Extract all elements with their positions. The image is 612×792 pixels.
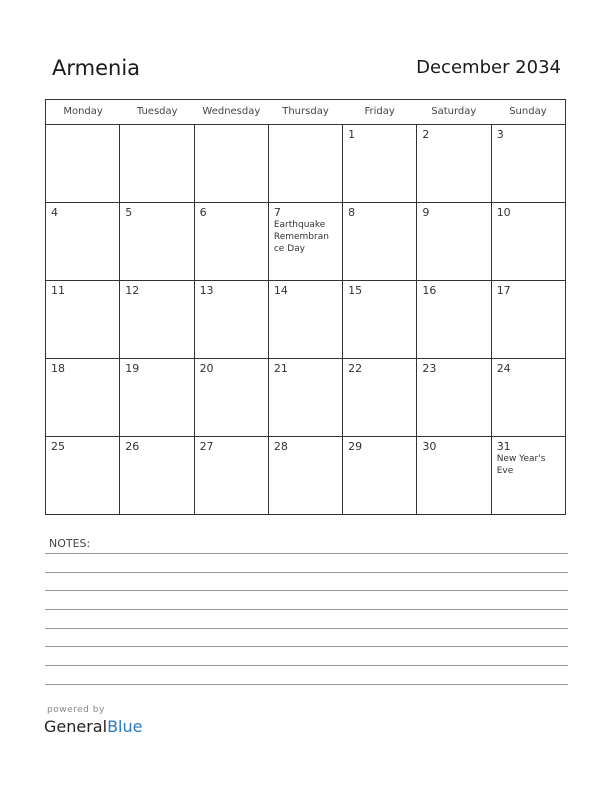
brand-blue: Blue (107, 717, 143, 736)
day-number: 28 (273, 440, 288, 453)
weekday-header: Wednesday (202, 106, 261, 117)
day-number: 31 (496, 440, 511, 453)
day-cell[interactable] (417, 437, 491, 514)
day-number: 4 (51, 206, 58, 219)
day-number: 24 (496, 362, 511, 375)
day-cell[interactable] (46, 281, 120, 358)
notes-line (45, 590, 568, 591)
day-cell[interactable] (417, 359, 491, 436)
day-cell[interactable] (417, 281, 491, 358)
day-number: 20 (199, 362, 214, 375)
day-cell[interactable] (195, 203, 269, 280)
day-cell[interactable] (195, 281, 269, 358)
day-number: 17 (496, 284, 511, 297)
day-number: 7 (273, 206, 281, 219)
holiday-label: Earthquake (273, 220, 326, 230)
week-row (46, 359, 565, 437)
day-cell[interactable] (343, 359, 417, 436)
holiday-label: ce Day (273, 244, 305, 254)
day-cell[interactable] (120, 125, 194, 202)
day-cell[interactable] (46, 437, 120, 514)
notes-line (45, 553, 568, 554)
day-number: 8 (348, 206, 356, 219)
country-title: Armenia (52, 56, 141, 80)
day-number: 11 (51, 284, 65, 297)
day-cell[interactable] (343, 125, 417, 202)
day-number: 6 (199, 206, 207, 219)
day-cell[interactable] (120, 359, 194, 436)
day-number: 18 (51, 362, 65, 375)
day-cell[interactable] (492, 203, 565, 280)
day-cell[interactable] (269, 437, 343, 514)
notes-line (45, 684, 568, 685)
day-number: 13 (199, 284, 214, 297)
calendar-grid (45, 99, 566, 515)
day-cell[interactable] (120, 437, 194, 514)
week-row (46, 203, 565, 281)
weekday-header-row (46, 100, 565, 125)
month-title: December 2034 (416, 57, 561, 78)
day-cell[interactable] (269, 281, 343, 358)
day-cell[interactable] (269, 203, 343, 280)
day-cell[interactable] (120, 281, 194, 358)
day-number: 1 (348, 128, 356, 141)
notes-line (45, 572, 568, 573)
day-number: 29 (348, 440, 363, 453)
holiday-label: Remembran (273, 232, 329, 242)
day-number: 9 (422, 206, 430, 219)
weekday-header: Thursday (282, 106, 329, 117)
weekday-header: Monday (63, 106, 103, 117)
day-cell[interactable] (492, 125, 565, 202)
day-cell[interactable] (492, 281, 565, 358)
weekday-header: Saturday (431, 106, 477, 117)
day-cell[interactable] (195, 125, 269, 202)
day-cell[interactable] (492, 359, 565, 436)
notes-label: NOTES: (49, 537, 91, 550)
week-row (46, 281, 565, 359)
day-number: 14 (273, 284, 288, 297)
day-number: 5 (125, 206, 133, 219)
day-cell[interactable] (120, 203, 194, 280)
day-number: 15 (348, 284, 363, 297)
notes-line (45, 628, 568, 629)
week-row (46, 125, 565, 203)
day-cell[interactable] (195, 359, 269, 436)
notes-line (45, 646, 568, 647)
day-number: 25 (51, 440, 65, 453)
notes-line (45, 665, 568, 666)
powered-by-text: powered by (47, 705, 105, 715)
holiday-label: New Year's (496, 454, 546, 464)
day-number: 30 (422, 440, 437, 453)
brand-logo[interactable] (44, 717, 142, 736)
day-cell[interactable] (343, 437, 417, 514)
weekday-header: Friday (364, 106, 395, 117)
day-cell[interactable] (269, 359, 343, 436)
day-number: 16 (422, 284, 437, 297)
day-number: 26 (125, 440, 140, 453)
day-cell[interactable] (269, 125, 343, 202)
day-cell[interactable] (46, 125, 120, 202)
day-number: 10 (496, 206, 511, 219)
day-cell[interactable] (492, 437, 565, 514)
day-number: 23 (422, 362, 437, 375)
day-number: 3 (496, 128, 504, 141)
week-row (46, 437, 565, 514)
day-number: 2 (422, 128, 430, 141)
brand-general: General (44, 717, 108, 736)
day-number: 19 (125, 362, 140, 375)
holiday-label: Eve (496, 466, 514, 476)
day-cell[interactable] (46, 359, 120, 436)
day-number: 22 (348, 362, 363, 375)
day-number: 21 (273, 362, 288, 375)
weekday-header: Sunday (509, 106, 547, 117)
notes-line (45, 609, 568, 610)
day-cell[interactable] (417, 125, 491, 202)
day-cell[interactable] (417, 203, 491, 280)
day-number: 12 (125, 284, 140, 297)
weekday-header: Tuesday (136, 106, 178, 117)
day-cell[interactable] (195, 437, 269, 514)
day-cell[interactable] (46, 203, 120, 280)
day-number: 27 (199, 440, 214, 453)
day-cell[interactable] (343, 281, 417, 358)
day-cell[interactable] (343, 203, 417, 280)
